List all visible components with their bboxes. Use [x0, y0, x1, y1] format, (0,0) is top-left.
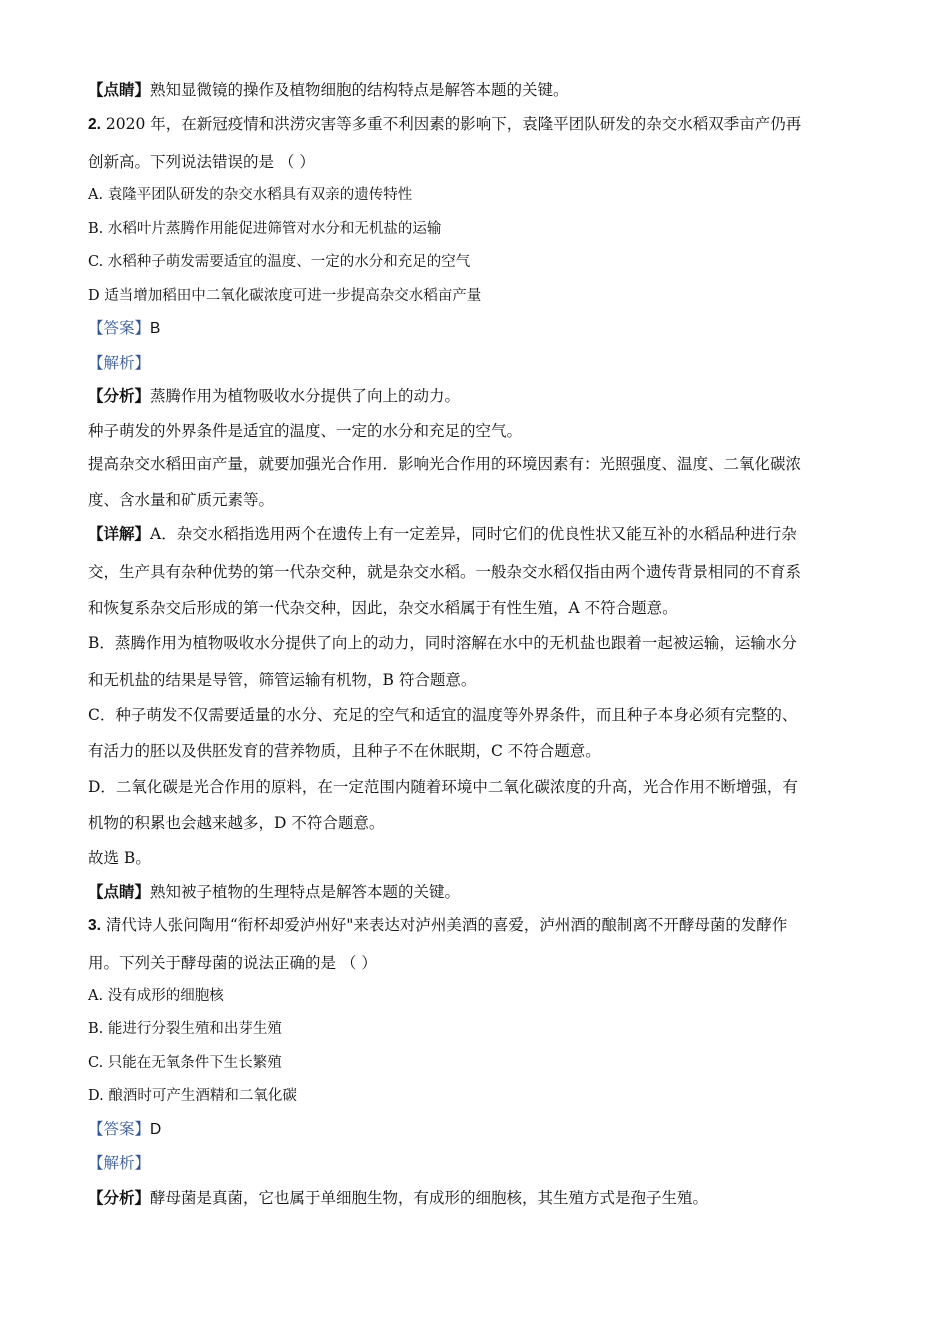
breakdown-line [88, 386, 460, 406]
paragraph-line: 和无机盐的结果是导管，筛管运输有机物，B 符合题意。 [88, 671, 477, 689]
line-text: 蒸腾作用为植物吸收水分提供了向上的动力。 [150, 387, 461, 405]
line-text: 熟知显微镜的操作及植物细胞的结构特点是解答本题的关键。 [150, 81, 569, 99]
tip-line [88, 80, 569, 100]
paragraph-line: 提高杂交水稻田亩产量，就要加强光合作用．影响光合作用的环境因素有：光照强度、温度、二氧化碳浓 [88, 455, 802, 473]
paragraph-line: 度、含水量和矿质元素等。 [88, 491, 275, 509]
question-number: 3. [88, 917, 101, 934]
breakdown-line [88, 1188, 708, 1208]
detail-line [88, 524, 797, 544]
tip-tag: 【点睛】 [88, 882, 151, 901]
line-text: A．杂交水稻指选用两个在遗传上有一定差异，同时它们的优良性状又能互补的水稻品种进行杂 [150, 525, 797, 543]
answer-value: D [150, 1121, 162, 1138]
question-2-stem-cont: 创新高。下列说法错误的是 （ ） [88, 153, 315, 171]
tip-tag: 【点睛】 [88, 80, 151, 99]
detail-tag: 【详解】 [88, 524, 151, 543]
question-2-stem [88, 114, 801, 135]
line-text: 熟知被子植物的生理特点是解答本题的关键。 [150, 883, 461, 901]
option-b: B. 能进行分裂生殖和出芽生殖 [88, 1021, 282, 1037]
paragraph-line: 种子萌发的外界条件是适宜的温度、一定的水分和充足的空气。 [88, 422, 523, 440]
line-text: 酵母菌是真菌，它也属于单细胞生物，有成形的细胞核，其生殖方式是孢子生殖。 [150, 1189, 709, 1207]
line-text: 2020 年，在新冠疫情和洪涝灾害等多重不利因素的影响下，袁隆平团队研发的杂交水稻双季亩产仍再 [100, 115, 802, 133]
breakdown-tag: 【分析】 [88, 1188, 151, 1207]
paragraph-line: 故选 B。 [88, 849, 151, 867]
paragraph-line: 交，生产具有杂种优势的第一代杂交种，就是杂交水稻。一般杂交水稻仅指由两个遗传背景相同的不育系 [88, 563, 802, 581]
option-a: A. 袁隆平团队研发的杂交水稻具有双亲的遗传特性 [88, 187, 413, 203]
question-3-stem [88, 915, 787, 936]
paragraph-line: 有活力的胚以及供胚发育的营养物质，且种子不在休眠期，C 不符合题意。 [88, 742, 601, 760]
answer-line [88, 318, 160, 339]
breakdown-tag: 【分析】 [88, 386, 151, 405]
analysis-tag: 【解析】 [88, 1154, 151, 1172]
tip-line [88, 882, 460, 902]
answer-tag: 【答案】 [88, 1120, 151, 1138]
paragraph-line: C．种子萌发不仅需要适量的水分、充足的空气和适宜的温度等外界条件，而且种子本身必须有完整的、 [88, 706, 798, 724]
option-d: D 适当增加稻田中二氧化碳浓度可进一步提高杂交水稻亩产量 [88, 288, 482, 304]
answer-tag: 【答案】 [88, 319, 151, 337]
analysis-line [88, 353, 150, 373]
paragraph-line: D．二氧化碳是光合作用的原料，在一定范围内随着环境中二氧化碳浓度的升高，光合作用不断增强，有 [88, 778, 798, 796]
paragraph-line: B．蒸腾作用为植物吸收水分提供了向上的动力，同时溶解在水中的无机盐也跟着一起被运输，运输水分 [88, 634, 797, 652]
answer-line [88, 1119, 161, 1140]
option-a: A. 没有成形的细胞核 [88, 988, 224, 1004]
option-c: C. 水稻种子萌发需要适宜的温度、一定的水分和充足的空气 [88, 254, 471, 270]
paragraph-line: 和恢复系杂交后形成的第一代杂交种，因此，杂交水稻属于有性生殖，A 不符合题意。 [88, 599, 678, 617]
option-d: D. 酿酒时可产生酒精和二氧化碳 [88, 1088, 297, 1104]
option-b: B. 水稻叶片蒸腾作用能促进筛管对水分和无机盐的运输 [88, 221, 442, 237]
question-number: 2. [88, 116, 101, 133]
paragraph-line: 机物的积累也会越来越多，D 不符合题意。 [88, 814, 385, 832]
option-c: C. 只能在无氧条件下生长繁殖 [88, 1055, 282, 1071]
answer-value: B [150, 320, 161, 337]
analysis-line [88, 1153, 150, 1173]
analysis-tag: 【解析】 [88, 354, 151, 372]
line-text: 清代诗人张问陶用“衔杯却爱泸州好"来表达对泸州美酒的喜爱，泸州酒的酿制离不开酵母菌的发酵作 [100, 916, 788, 934]
question-3-stem-cont: 用。下列关于酵母菌的说法正确的是 （ ） [88, 954, 377, 972]
